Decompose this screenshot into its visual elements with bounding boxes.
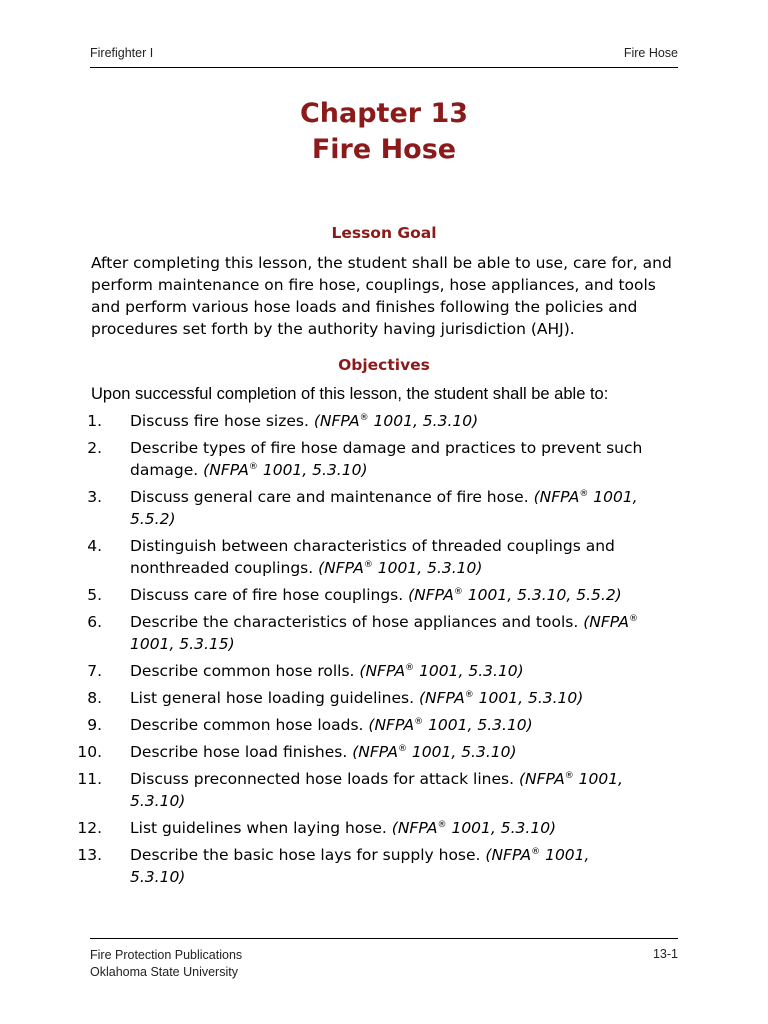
objective-item	[0, 437, 768, 481]
objective-item	[0, 714, 768, 736]
nfpa-reference: (NFPA® 1001, 5.3.10)	[368, 716, 533, 734]
objective-number: 11.	[77, 770, 102, 788]
objective-item	[0, 844, 768, 888]
objective-number: 3.	[87, 488, 102, 506]
objective-text: Discuss general care and maintenance of fire hose. (NFPA® 1001, 5.5.2)	[130, 488, 638, 528]
nfpa-reference: (NFPA® 1001, 5.3.10)	[391, 819, 557, 837]
objective-text: Describe the basic hose lays for supply hose. (NFPA® 1001, 5.3.10)	[130, 846, 590, 886]
objective-item	[0, 768, 768, 812]
objectives-list	[0, 410, 768, 893]
objective-text: Discuss preconnected hose loads for attack lines. (NFPA® 1001, 5.3.10)	[130, 770, 623, 810]
objective-number: 13.	[77, 846, 102, 864]
objective-text: List general hose loading guidelines. (NFPA® 1001, 5.3.10)	[130, 689, 584, 707]
chapter-title	[0, 96, 768, 168]
objective-number: 2.	[87, 439, 102, 457]
nfpa-reference: (NFPA® 1001, 5.3.10)	[352, 743, 517, 761]
objective-text: Describe common hose rolls. (NFPA® 1001, 5.3.10)	[130, 662, 524, 680]
objective-item	[0, 817, 768, 839]
objective-item	[0, 741, 768, 763]
registered-mark: ®	[531, 846, 541, 857]
footer-university: Oklahoma State University	[90, 965, 238, 979]
objective-text: Describe the characteristics of hose appliances and tools. (NFPA® 1001, 5.3.15)	[130, 613, 638, 653]
registered-mark: ®	[564, 770, 574, 781]
lesson-goal-heading: Lesson Goal	[331, 224, 437, 242]
registered-mark: ®	[397, 743, 407, 754]
header-divider	[90, 67, 678, 68]
objectives-intro: Upon successful completion of this lesson, the student shall be able to:	[91, 385, 609, 403]
objective-number: 9.	[87, 716, 102, 734]
registered-mark: ®	[363, 559, 373, 570]
footer-publisher: Fire Protection Publications	[90, 948, 243, 962]
objective-text: Discuss fire hose sizes. (NFPA® 1001, 5.3.10)	[130, 412, 479, 430]
registered-mark: ®	[437, 819, 447, 830]
objective-number: 10.	[77, 743, 102, 761]
objective-item	[0, 486, 768, 530]
registered-mark: ®	[464, 689, 474, 700]
page-number: 13-1	[652, 947, 678, 961]
registered-mark: ®	[248, 461, 258, 472]
objective-item	[0, 687, 768, 709]
lesson-goal-text: After completing this lesson, the student shall be able to use, care for, and perform maintenance on fire hose, couplings, hose appliances, and tools and perform various hose loads and finishes following the policies and procedures set forth by the authority having jurisdiction (AHJ).	[91, 254, 672, 338]
nfpa-reference: (NFPA® 1001, 5.3.10)	[318, 559, 483, 577]
objective-number: 5.	[87, 586, 102, 604]
objective-number: 8.	[87, 689, 102, 707]
objective-text: Describe common hose loads. (NFPA® 1001, 5.3.10)	[130, 716, 533, 734]
objective-number: 7.	[87, 662, 102, 680]
objective-number: 12.	[77, 819, 102, 837]
page-header	[90, 46, 678, 60]
footer-divider	[90, 938, 678, 939]
objective-number: 6.	[87, 613, 102, 631]
nfpa-reference: (NFPA® 1001, 5.3.15)	[130, 613, 638, 653]
nfpa-reference: (NFPA® 1001, 5.3.10)	[359, 662, 524, 680]
objective-number: 1.	[87, 412, 102, 430]
objective-item	[0, 660, 768, 682]
nfpa-reference: (NFPA® 1001, 5.3.10, 5.5.2)	[408, 586, 622, 604]
nfpa-reference: (NFPA® 1001, 5.3.10)	[313, 412, 479, 430]
nfpa-reference: (NFPA® 1001, 5.3.10)	[130, 770, 623, 810]
objective-text: List guidelines when laying hose. (NFPA® 1001, 5.3.10)	[130, 819, 557, 837]
header-chapter-title: Fire Hose	[623, 46, 678, 60]
nfpa-reference: (NFPA® 1001, 5.3.10)	[418, 689, 584, 707]
objective-text: Describe types of fire hose damage and practices to prevent such damage. (NFPA® 1001, 5.3.10)	[130, 439, 643, 479]
registered-mark: ®	[359, 412, 369, 423]
objective-text: Distinguish between characteristics of threaded couplings and nonthreaded couplings. (NFPA® 1001, 5.3.10)	[130, 537, 615, 577]
nfpa-reference: (NFPA® 1001, 5.3.10)	[203, 461, 368, 479]
chapter-number: Chapter 13	[299, 98, 469, 129]
registered-mark: ®	[405, 662, 415, 673]
nfpa-reference: (NFPA® 1001, 5.3.10)	[130, 846, 590, 886]
objective-item	[0, 410, 768, 432]
objective-item	[0, 584, 768, 606]
objective-text: Describe hose load finishes. (NFPA® 1001, 5.3.10)	[130, 743, 517, 761]
header-course-title: Firefighter I	[90, 46, 154, 60]
objective-item	[0, 535, 768, 579]
objectives-heading: Objectives	[338, 356, 430, 374]
registered-mark: ®	[453, 586, 463, 597]
objective-text: Discuss care of fire hose couplings. (NFPA® 1001, 5.3.10, 5.5.2)	[130, 586, 622, 604]
objective-number: 4.	[87, 537, 102, 555]
page-footer	[90, 947, 678, 981]
registered-mark: ®	[579, 488, 589, 499]
objective-item	[0, 611, 768, 655]
nfpa-reference: (NFPA® 1001, 5.5.2)	[130, 488, 638, 528]
chapter-name: Fire Hose	[311, 134, 457, 165]
registered-mark: ®	[414, 716, 424, 727]
registered-mark: ®	[628, 613, 638, 624]
